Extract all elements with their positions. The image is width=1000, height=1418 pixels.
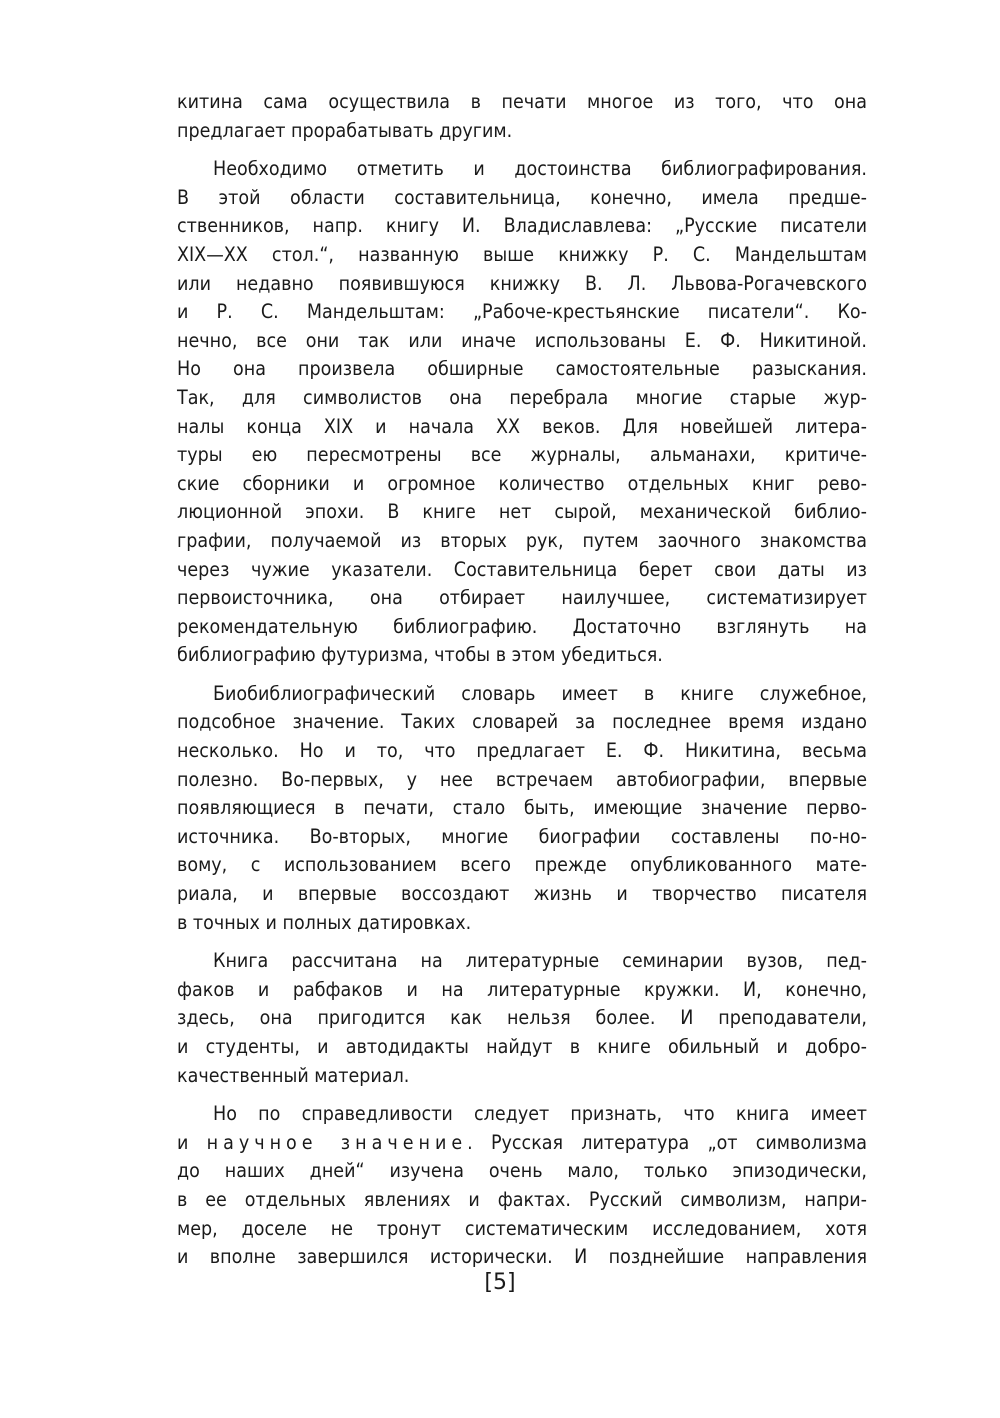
page-number: [5] — [484, 1270, 516, 1295]
text-line: ственников, напр. книгу И. Владиславлева: „Русские писатели — [177, 214, 867, 238]
text-line: библиографию футуризма, чтобы в этом убедиться. — [177, 643, 663, 667]
text-line: туры ею пересмотрены все журналы, альманахи, критиче- — [177, 443, 867, 467]
text-line: рекомендательную библиографию. Достаточно взглянуть на — [177, 614, 867, 638]
text-line: подсобное значение. Таких словарей за последнее время издано — [177, 710, 867, 734]
text-line: Необходимо отметить и достоинства библиографирования. — [213, 157, 867, 181]
text-line: в ее отдельных явлениях и фактах. Русский символизм, напри- — [177, 1187, 867, 1211]
text-line: до наших дней“ изучена очень мало, только эпизодически, — [177, 1159, 867, 1183]
text-line: факов и рабфаков и на литературные кружки. И, конечно, — [177, 977, 867, 1001]
text-line: Книга рассчитана на литературные семинарии вузов, пед- — [213, 949, 867, 973]
text-line: налы конца XIX и начала XX веков. Для новейшей литера- — [177, 414, 867, 438]
paragraph — [177, 947, 867, 1090]
paragraph — [177, 680, 867, 937]
text-line: и студенты, и автодидакты найдут в книге обильный и добро- — [177, 1035, 867, 1058]
text-line: в точных и полных датировках. — [177, 910, 472, 934]
text-line: первоисточника, она отбирает наилучшее, систематизирует — [177, 586, 867, 610]
text-line: и Р. С. Мандельштам: „Рабоче-крестьянские писатели“. Ко- — [177, 300, 867, 324]
text-line: несколько. Но и то, что предлагает Е. Ф. Никитина, весьма — [177, 739, 867, 763]
text-line: через чужие указатели. Составительница берет свои даты из — [177, 557, 867, 581]
text-line: В этой области составительница, конечно, имела предше- — [177, 185, 867, 209]
text-line: вому, с использованием всего прежде опубликованного мате- — [177, 853, 867, 877]
text-line: Так, для символистов она перебрала многие старые жур- — [177, 385, 867, 409]
text-line: или недавно появившуюся книжку В. Л. Львова-Рогачевского — [177, 271, 867, 295]
text-line: качественный материал. — [177, 1063, 410, 1087]
text-line: появляющиеся в печати, стало быть, имеющие значение перво- — [177, 796, 867, 820]
text-line: нечно, все они так или иначе использованы Е. Ф. Никитиной. — [177, 328, 867, 352]
page-body — [177, 88, 867, 1282]
text-line: Но она произвела обширные самостоятельные разыскания. — [177, 357, 867, 381]
text-line: источника. Во-вторых, многие биографии составлены по-но- — [177, 824, 867, 848]
text-line: ские сборники и огромное количество отдельных книг рево- — [177, 471, 867, 495]
text-line: Но по справедливости следует признать, что книга имеет — [213, 1102, 867, 1126]
paragraph — [177, 88, 867, 145]
paragraph — [177, 155, 867, 670]
text-line: и вполне завершился исторически. И позднейшие направления — [177, 1245, 867, 1269]
text-line: риала, и впервые воссоздают жизнь и творчество писателя — [177, 882, 867, 906]
emphasized-phrase: научное значение — [206, 1130, 468, 1154]
text-line: графии, получаемой из вторых рук, путем заочного знакомства — [177, 528, 867, 552]
text-line: полезно. Во-первых, у нее встречаем автобиографии, впервые — [177, 767, 867, 791]
text-line: мер, доселе не тронут систематическим исследованием, хотя — [177, 1216, 867, 1240]
text-line: Биобиблиографический словарь имеет в книге служебное, — [213, 681, 867, 705]
text-line: и научное значение. Русская литература „от символизма — [177, 1130, 867, 1154]
text-line: здесь, она пригодится как нельзя более. И преподаватели, — [177, 1006, 867, 1030]
text-line: китина сама осуществила в печати многое из того, что она — [177, 90, 867, 113]
text-line: предлагает прорабатывать другим. — [177, 118, 513, 142]
text-line: XIX—XX стол.“, названную выше книжку Р. С. Мандельштам — [177, 242, 867, 266]
paragraph — [177, 1100, 867, 1272]
text-line: люционной эпохи. В книге нет сырой, механической библио- — [177, 500, 867, 524]
